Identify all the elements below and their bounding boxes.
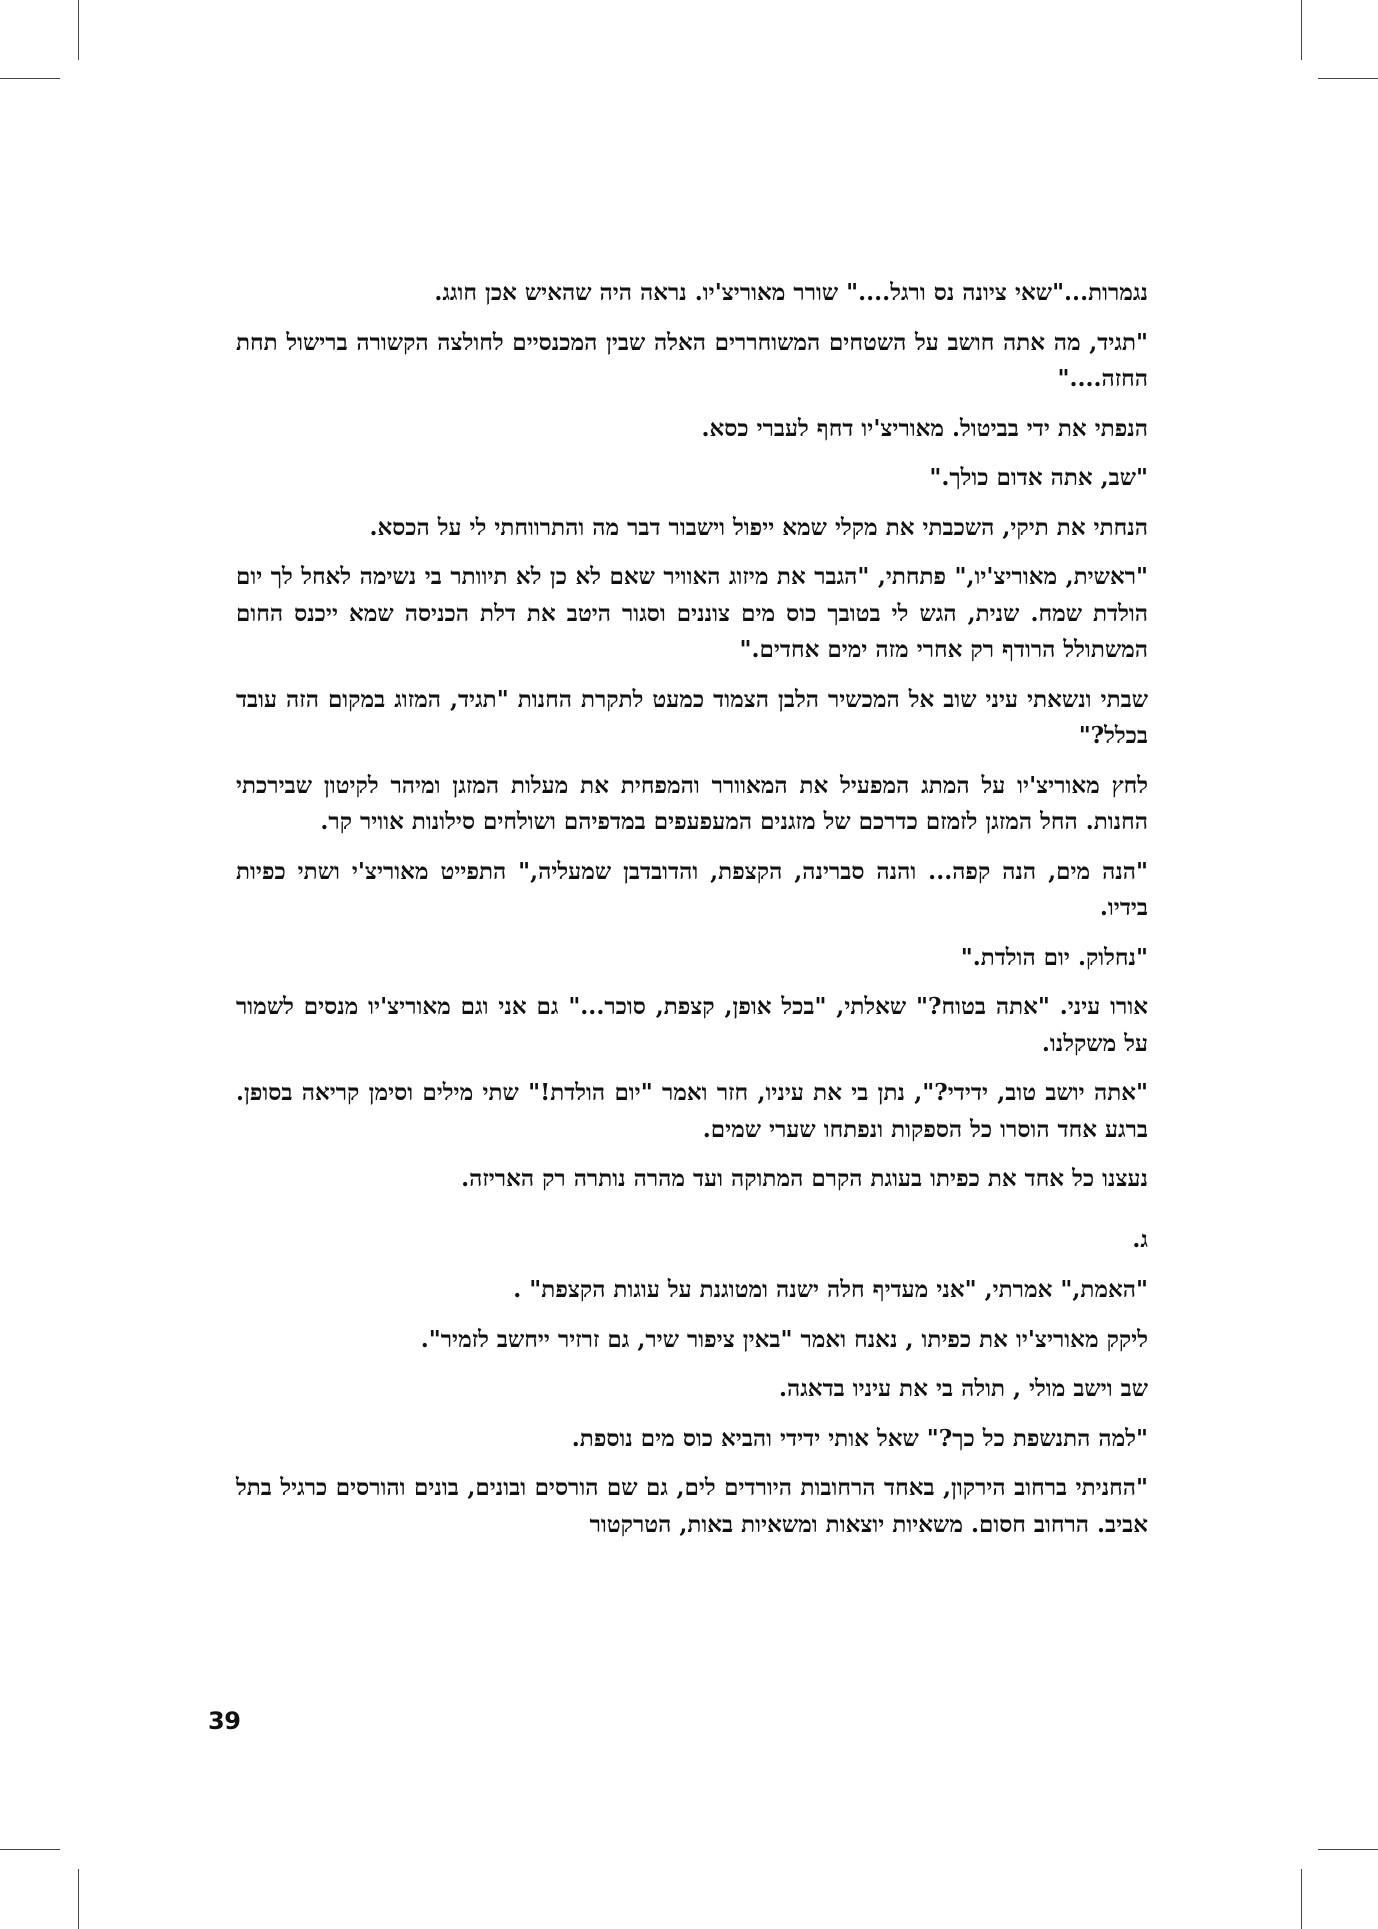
paragraph: "ראשית, מאוריצ'יו," פתחתי, "הגבר את מיזוג האוויר שאם לא כן לא תיוותר בי נשימה לאחל לך יום הולדת שמח. שנית, הגש לי בטובך כוס מים צוננים וסגור היטב את דלת הכניסה שמא ייכנס החום המשתולל הרודף רק אחרי מזה ימים אחדים." bbox=[236, 563, 1148, 663]
crop-mark-bottom-left bbox=[78, 1869, 79, 1929]
paragraph: "החניתי ברחוב הירקון, באחד הרחובות היורדים לים, גם שם הורסים ובונים, בונים והורסים כרגיל בתל אביב. הרחוב חסום. משאיות יוצאות ומשאיות באות, הטרקטור bbox=[236, 1474, 1148, 1538]
paragraph: שבתי ונשאתי עיני שוב אל המכשיר הלבן הצמוד כמעט לתקרת החנות "תגיד, המזוג במקום הזה עובד בכלל?" bbox=[236, 685, 1148, 749]
paragraph: "למה התנשפת כל כך?" שאל אותי ידידי והביא כוס מים נוספת. bbox=[571, 1424, 1148, 1452]
crop-mark-right-upper bbox=[1318, 78, 1378, 79]
section-heading: ג. bbox=[1132, 1225, 1148, 1253]
paragraph: "הנה מים, הנה קפה... והנה סברינה, הקצפת, והדובדבן שמעליה," התפייט מאוריצ'י ושתי כפיות בידיו. bbox=[236, 857, 1148, 921]
paragraph: "אתה יושב טוב, ידידי?", נתן בי את עיניו, חזר ואמר "יום הולדת!" שתי מילים וסימן קריאה בסופן. ברגע אחד הוסרו כל הספקות ונפתחו שערי שמים. bbox=[236, 1079, 1148, 1143]
crop-mark-top-right bbox=[1301, 0, 1302, 60]
body-text bbox=[236, 275, 1148, 1556]
paragraph: לחץ מאוריצ'יו על המתג המפעיל את המאוורר והמפחית את מעלות המזגן ומיהר לקיטון שבירכתי החנות. החל המזגן לזמזם כדרכם של מזגנים המעפעפים במדפיהם ושולחים סילונות אוויר קר. bbox=[236, 771, 1148, 835]
paragraph: נגמרות..."שאי ציונה נס ורגל...." שורר מאוריצ'יו. נראה היה שהאיש אכן חוגג. bbox=[434, 279, 1148, 306]
paragraph: שב וישב מולי , תולה בי את עיניו בדאגה. bbox=[778, 1375, 1148, 1402]
paragraph: "שב, אתה אדום כולך." bbox=[929, 464, 1148, 491]
crop-mark-bottom-right bbox=[1301, 1869, 1302, 1929]
paragraph: נעצנו כל אחד את כפיתו בעוגת הקרם המתוקה ועד מהרה נותרה רק האריזה. bbox=[461, 1165, 1148, 1192]
paragraph: ליקק מאוריצ'יו את כפיתו , נאנח ואמר "באין ציפור שיר, גם זרזיר ייחשב לזמיר". bbox=[420, 1325, 1148, 1353]
paragraph: הנפתי את ידי בביטול. מאוריצ'יו דחף לעברי כסא. bbox=[701, 414, 1148, 442]
paragraph: "תגיד, מה אתה חושב על השטחים המשוחררים האלה שבין המכנסיים לחולצה הקשורה ברישול תחת החזה...." bbox=[236, 328, 1148, 392]
paragraph: "נחלוק. יום הולדת." bbox=[960, 943, 1148, 971]
crop-mark-left-lower bbox=[0, 1849, 60, 1850]
page-number: 39 bbox=[208, 1707, 241, 1735]
paragraph: אורו עיני. "אתה בטוח?" שאלתי, "בכל אופן, קצפת, סוכר..." גם אני וגם מאוריצ'יו מנסים לשמור על משקלנו. bbox=[236, 993, 1148, 1057]
crop-mark-right-lower bbox=[1318, 1849, 1378, 1850]
paragraph: הנחתי את תיקי, השכבתי את מקלי שמא ייפול וישבור דבר מה והתרווחתי לי על הכסא. bbox=[369, 513, 1148, 541]
paragraph: "האמת," אמרתי, "אני מעדיף חלה ישנה ומטוגנת על עוגות הקצפת" . bbox=[513, 1276, 1148, 1303]
crop-mark-left-upper bbox=[0, 78, 60, 79]
crop-mark-top-left bbox=[78, 0, 79, 60]
